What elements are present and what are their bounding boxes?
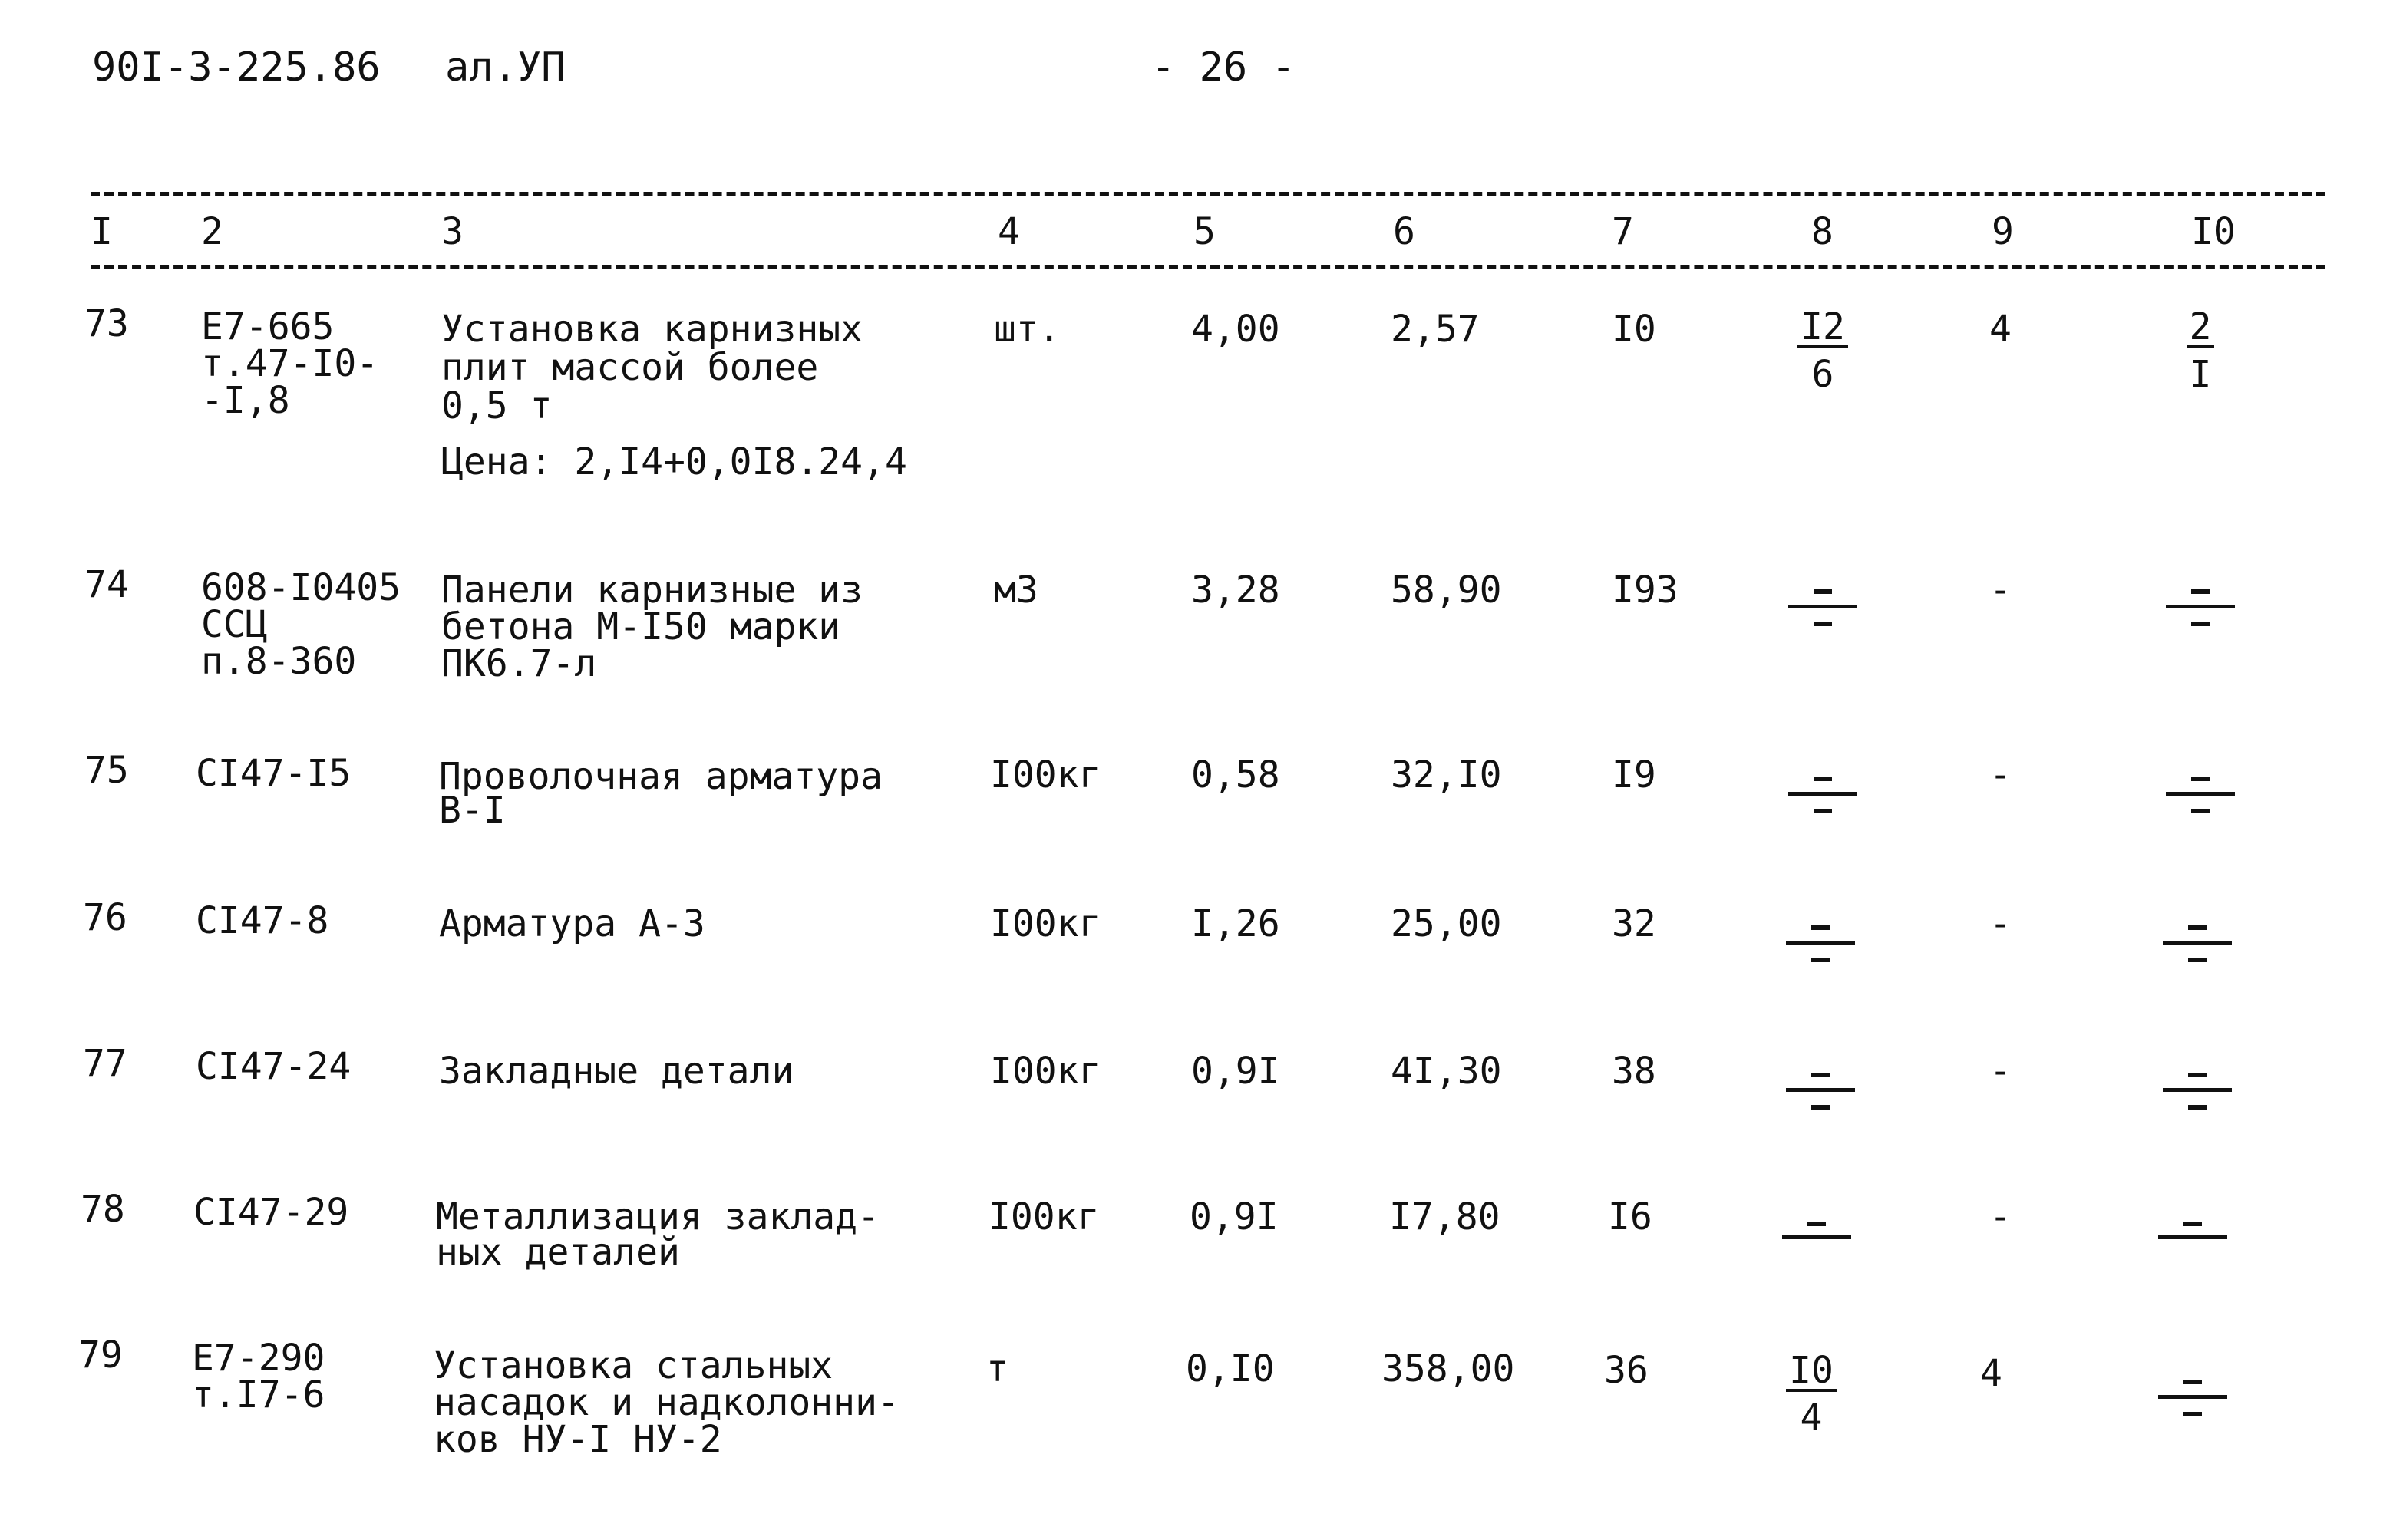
item-code: п.8-360 [201, 640, 357, 683]
ditto-mark [1786, 1073, 1855, 1111]
item-code: СI47-8 [196, 899, 329, 942]
col9-value: - [1989, 754, 2012, 796]
col9-value: - [1989, 902, 2012, 945]
item-name: насадок и надколонни- [434, 1381, 899, 1424]
unit-price: 358,00 [1381, 1347, 1515, 1390]
item-code: СI47-24 [196, 1045, 352, 1088]
unit-price: I7,80 [1389, 1195, 1500, 1238]
price-note: Цена: 2,I4+0,0I8.24,4 [441, 440, 907, 483]
col9-value: - [1989, 1050, 2012, 1093]
total-cost: I9 [1612, 754, 1656, 796]
col-header: I0 [2191, 210, 2236, 253]
row-number: 76 [83, 896, 127, 939]
col-header: 4 [998, 210, 1020, 253]
item-code: ССЦ [201, 603, 268, 646]
item-name: 0,5 т [441, 384, 553, 427]
quantity: 0,9I [1190, 1195, 1279, 1238]
item-name: Установка стальных [434, 1344, 833, 1387]
total-cost: 38 [1612, 1050, 1656, 1093]
row-number: 73 [84, 302, 129, 345]
item-name: ков НУ-I НУ-2 [434, 1418, 722, 1461]
col9-value: 4 [1989, 308, 2012, 351]
ditto-mark [1788, 589, 1857, 628]
quantity: 3,28 [1191, 569, 1280, 612]
col9-value: 4 [1980, 1352, 2002, 1395]
item-code: СI47-I5 [196, 752, 352, 795]
item-name: Металлизация заклад- [436, 1195, 880, 1238]
ditto-mark [2166, 589, 2235, 628]
col10-fraction: $\frac{2}{I}$ [2166, 308, 2235, 393]
unit: шт. [994, 308, 1061, 351]
ditto-mark [2166, 777, 2235, 815]
col8-fraction: $\frac{I2}{6}$ [1788, 308, 1857, 393]
item-code: E7-665 [201, 305, 335, 348]
unit: I00кг [990, 902, 1101, 945]
unit: I00кг [990, 754, 1101, 796]
quantity: 0,9I [1191, 1050, 1280, 1093]
total-cost: I6 [1608, 1195, 1652, 1238]
item-name: ПК6.7-л [441, 642, 597, 685]
item-code: т.I7-6 [192, 1373, 325, 1416]
ditto-mark [1786, 925, 1855, 964]
unit: т [986, 1347, 1008, 1390]
item-name: ных деталей [436, 1231, 680, 1274]
ditto-mark [1782, 1222, 1851, 1260]
header-bottom-rule [91, 265, 2325, 269]
quantity: 0,58 [1191, 754, 1280, 796]
unit: I00кг [990, 1050, 1101, 1093]
ditto-mark [2158, 1380, 2227, 1418]
item-name: Закладные детали [439, 1050, 794, 1093]
row-number: 79 [78, 1334, 123, 1377]
sheet-label: ал.УП [445, 45, 566, 91]
item-code: т.47-I0- [201, 342, 379, 385]
header-top-rule [91, 192, 2325, 196]
col9-value: - [1989, 1195, 2012, 1238]
col-header: 2 [201, 210, 223, 253]
unit-price: 32,I0 [1391, 754, 1502, 796]
unit: м3 [994, 569, 1038, 612]
ditto-mark [2163, 925, 2232, 964]
item-name: Арматура А-3 [439, 902, 705, 945]
item-name: Проволочная арматура [439, 755, 883, 798]
total-cost: 32 [1612, 902, 1656, 945]
row-number: 78 [81, 1188, 125, 1231]
unit-price: 2,57 [1391, 308, 1480, 351]
item-name: Установка карнизных [441, 308, 863, 351]
col-header: 6 [1393, 210, 1415, 253]
item-code: 608-I0405 [201, 566, 401, 609]
col-header: I [91, 210, 113, 253]
page-number: - 26 - [1151, 45, 1296, 91]
item-code: -I,8 [201, 379, 290, 422]
quantity: 0,I0 [1186, 1347, 1275, 1390]
item-code: СI47-29 [193, 1191, 349, 1234]
item-name: В-I [439, 789, 506, 832]
col9-value: - [1989, 569, 2012, 612]
col8-fraction: $\frac{I0}{4}$ [1777, 1352, 1846, 1436]
item-name: Панели карнизные из [441, 569, 863, 612]
row-number: 77 [83, 1042, 127, 1085]
ditto-mark [1788, 777, 1857, 815]
ditto-mark [2163, 1073, 2232, 1111]
quantity: I,26 [1191, 902, 1280, 945]
quantity: 4,00 [1191, 308, 1280, 351]
unit: I00кг [989, 1195, 1100, 1238]
unit-price: 58,90 [1391, 569, 1502, 612]
ditto-mark [2158, 1222, 2227, 1260]
row-number: 75 [84, 749, 129, 792]
unit-price: 25,00 [1391, 902, 1502, 945]
col-header: 9 [1992, 210, 2014, 253]
total-cost: I0 [1612, 308, 1656, 351]
col-header: 8 [1811, 210, 1834, 253]
item-name: бетона М-I50 марки [441, 605, 841, 648]
item-name: плит массой более [441, 346, 819, 389]
col-header: 3 [441, 210, 464, 253]
col-header: 7 [1612, 210, 1634, 253]
row-number: 74 [84, 563, 129, 606]
total-cost: 36 [1604, 1349, 1649, 1392]
total-cost: I93 [1612, 569, 1678, 612]
unit-price: 4I,30 [1391, 1050, 1502, 1093]
document-code: 90I-3-225.86 [92, 45, 381, 91]
col-header: 5 [1193, 210, 1216, 253]
item-code: E7-290 [192, 1337, 325, 1380]
